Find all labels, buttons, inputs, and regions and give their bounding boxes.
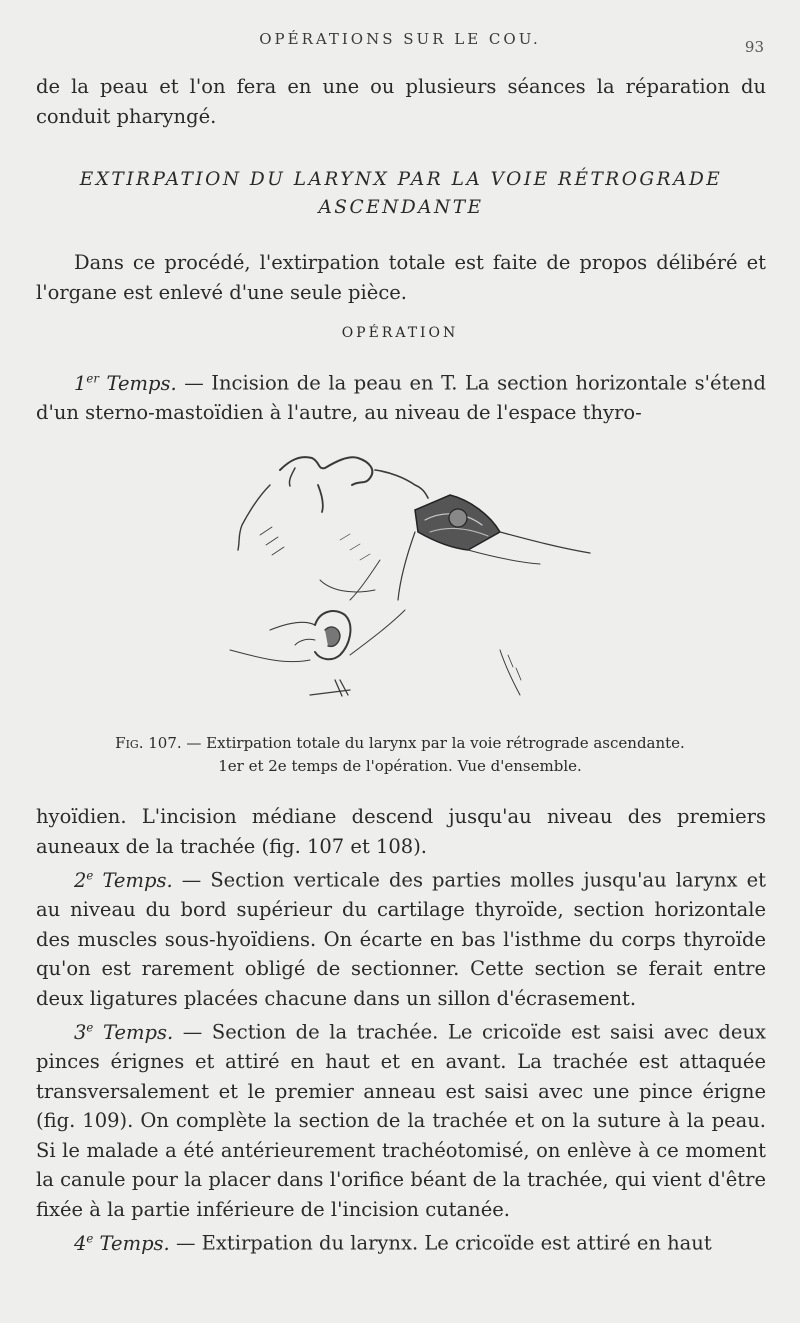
temps-2-paragraph [36, 861, 766, 1013]
procede-text: Dans ce procédé, l'extirpation totale est faite de propos délibéré et l'organe est enlevé d'une seule pièce. [36, 251, 766, 304]
figure-107-caption [100, 732, 700, 778]
temps-3-label: 3e Temps. [74, 1020, 174, 1044]
temps-1-text: — Incision de la peau en T. La section horizontale s'étend d'un sterno-mastoïdien à l'autre, au niveau de l'espace thyro- [36, 371, 766, 424]
temps-4-text: — Extirpation du larynx. Le cricoïde est attiré en haut [169, 1231, 712, 1255]
running-head: OPÉRATIONS SUR LE COU. [259, 30, 541, 48]
temps-3-text: — Section de la trachée. Le cricoïde est saisi avec deux pinces érignes et attiré en haut et en avant. La trachée est attaquée transversalement et le premier anneau est saisi avec une pince érigne (fig. 109). On complète la section de la trachée et on la suture à la peau. Si le malade a été antérieurement trachéotomisé, on enlève à ce moment la canule pour la placer dans l'orifice béant de la trachée, qui vient d'être fixée à la partie inférieure de l'incision cutanée. [36, 1020, 766, 1221]
main-body [36, 802, 766, 1258]
temps-3-paragraph [36, 1013, 766, 1224]
figure-caption-text: — Extirpation totale du larynx par la voie rétrograde ascendante. 1er et 2e temps de l'opération. Vue d'ensemble. [181, 734, 685, 775]
figure-107-illustration [200, 440, 620, 725]
intro-text: de la peau et l'on fera en une ou plusieurs séances la réparation du conduit pharyngé. [36, 75, 766, 128]
temps-2-label: 2e Temps. [74, 868, 173, 892]
page-number: 93 [744, 38, 764, 56]
temps-4-paragraph [36, 1224, 766, 1258]
section-title-line-2: ASCENDANTE [318, 197, 484, 218]
procede-paragraph [36, 248, 766, 307]
section-title [36, 166, 766, 222]
figure-caption-label: Fig. 107. [115, 734, 182, 752]
temps-1-label: 1er Temps. [74, 371, 177, 395]
temps-2-text: — Section verticale des parties molles jusqu'au larynx et au niveau du bord supérieur du cartilage thyroïde, section horizontale des muscles sous-hyoïdiens. On écarte en bas l'isthme du corps thyroïde qu'on est rarement obligé de sectionner. Cette section se ferait entre deux ligatures placées chacune dans un sillon d'écrasement. [36, 868, 767, 1010]
temps-1-paragraph [36, 364, 766, 428]
temps-4-label: 4e Temps. [74, 1231, 170, 1255]
operation-subheading: OPÉRATION [341, 325, 459, 341]
continuation-text: hyoïdien. L'incision médiane descend jusqu'au niveau des premiers auneaux de la trachée (fig. 107 et 108). [36, 805, 766, 858]
intro-paragraph [36, 72, 766, 131]
section-title-line-1: EXTIRPATION DU LARYNX PAR LA VOIE RÉTROGRADE [79, 169, 723, 190]
